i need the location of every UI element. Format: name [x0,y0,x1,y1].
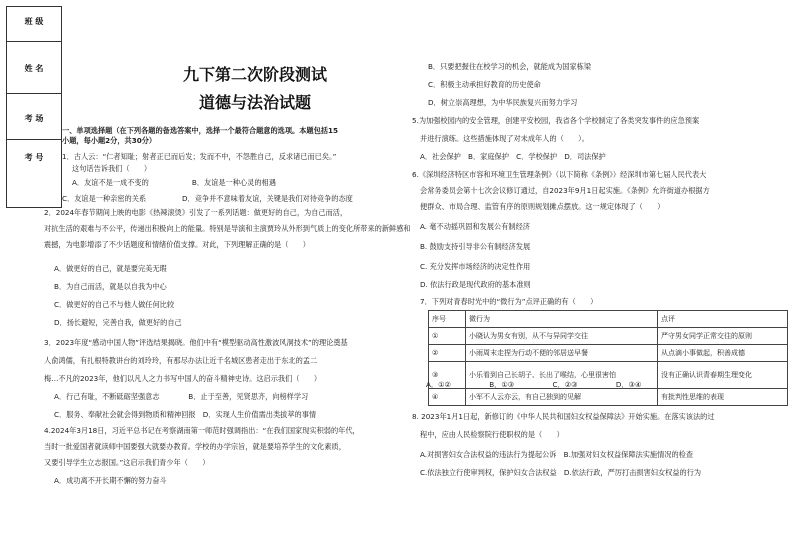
table-row [429,345,788,362]
left-text-line: C．服务、奉献社会就会得到物质和精神回报 D．实现人生价值需出类拔萃的事情 [54,410,317,419]
page-title: 九下第二次阶段测试 [182,65,327,84]
left-text-line: A．做更好的自己，就是要完美无瑕 [54,264,167,273]
right-text-line: 6.《深圳经济特区市容和环境卫生管理条例》（以下简称《条例》）经深圳市第七届人民代表大 [412,170,707,179]
left-text-line: B．为自己而活，就是以自我为中心 [54,282,167,291]
option-b: B．①③ [489,380,515,389]
table-cell: 小雨周末走捏为行动不便的邻居送早餐 [466,345,658,362]
left-text-line: 对抗生活的艰难与不公平，传递出积极向上的能量。特别是导演和主演贾玲从外形到气质上的变化所带来的新鲜感和 [44,224,411,233]
left-text-line: A．成功离不开长期不懈的努力奋斗 [54,476,167,485]
table-cell: ③ [429,362,466,389]
student-info-box [6,6,62,208]
left-text-line: 小题，每小题2分，共30分） [62,136,157,145]
right-text-line: 程中，应由人民检察院行使职权的是（ ） [420,430,564,439]
right-text-line: 5.为加强校园内的安全管理，创建平安校园，我省各个学校制定了各类突发事件的应急预案 [412,116,700,125]
class-label: 班 级 [24,17,44,26]
table-cell: 没有正确认识青春期生理变化 [658,362,788,389]
left-text-line: D．扬长避短，完善自我，做更好的自己 [54,318,182,327]
table-cell: 小晓认为男女有别，从不与异同学交往 [466,328,658,345]
q7-options [426,380,641,389]
table-cell: 从点滴小事做起，积善成德 [658,345,788,362]
info-divider [7,93,61,94]
left-text-line: A．友谊不是一成不变的 B．友谊是一种心灵的相遇 [72,178,276,187]
right-text-line: A. 毫不动摇巩固和发展公有制经济 [420,222,530,231]
left-text-line: 3．2023年度“感动中国人物”评选结果揭晓。他们中有“模型驱动高性激波风洞技术”的理论奠基 [44,338,348,347]
left-text-line: C．友谊是一种亲密的关系 D．竞争并不意味着友谊，关键是我们对待竞争的态度 [62,194,353,203]
room-label: 考 场 [24,114,44,123]
right-text-line: 便群众、市局合理、监管有序的原则规划摊点摆放。这一规定体现了（ ） [420,202,665,211]
right-text-line: B. 鼓励支持引导非公有制经济发展 [420,242,531,251]
right-text-line: D. 依法行政是现代政府的基本准则 [420,280,531,289]
right-text-line: A.对损害妇女合法权益的违法行为提起公诉 B.加强对妇女权益保障法实施情况的检查 [420,450,694,459]
table-header: 点评 [658,311,788,328]
table-cell: 小军不人云亦云，有自己独到的见解 [466,389,658,406]
left-text-line: 当时一批爱国者就读师中国要强大就要办教育。学校的办学宗旨，就是要培养学生的文化素质， [44,442,346,451]
table-header: 序号 [429,311,466,328]
left-text-line: 梅…不凡的2023年，他们以凡人之力书写中国人的奋斗精神史诗。这启示我们（ ） [44,374,322,383]
left-text-line: 1．古人云：“仁者知耻；射者正已而后发；发而不中，不怨胜自己，反求诸已而已矣。” [62,152,337,161]
name-label: 姓 名 [24,64,44,73]
left-text-line: 人俞鸿儒，有扎根特教讲台的刘玲玲，有那尽办法让近千名城区患者走出于东北的孟二 [44,356,318,365]
page-subtitle: 道德与法治试题 [198,93,311,112]
table-cell: 小乐看到自己长胡子、长出了喉结，心里很害怕 [466,362,658,389]
table-cell: ② [429,345,466,362]
table-row [429,389,788,406]
number-label: 考 号 [24,153,44,162]
question-7-table [428,310,788,406]
table-header: 微行为 [466,311,658,328]
left-text-line: 2．2024年春节期间上映的电影《热辣滚烫》引发了一系列话题：做更好的自己，为自己而活， [44,208,348,217]
right-text-line: C．积极主动承担好教育的历史使命 [428,80,541,89]
left-text-line: 一、单项选择题（在下列各题的备选答案中，选择一个最符合题意的选项。本题包括15 [62,126,338,135]
right-text-line: 并进行演练。这些措施体现了对未成年人的（ ）。 [420,134,589,143]
right-text-line: D．树立崇高理想，为中华民族复兴而努力学习 [428,98,578,107]
table-header-row [429,311,788,328]
left-text-line: 这句话告诉我们（ ） [72,164,152,173]
info-divider [7,139,61,140]
table-cell: 有批判性思维的表现 [658,389,788,406]
left-text-line: 4.2024年3月18日，习近平总书记在考察湖南第一师范时强调指出：“在我们国家现实积弱的年代， [44,426,360,435]
table-cell: ④ [429,389,466,406]
right-text-line: A．社会保护 B．家庭保护 C．学校保护 D．司法保护 [420,152,606,161]
table-cell: 严守男女同学正常交往的原则 [658,328,788,345]
left-text-line: A．行己有耻，不断砥砺坚强意志 B．止于至善，见贤思齐，向榜样学习 [54,392,309,401]
left-text-line: 震撼，为电影增添了不少话题度和情绪价值支撑。对此，下列理解正确的是（ ） [44,240,310,249]
right-text-line: C.依法独立行使审判权，保护妇女合法权益 D.依法行政，严厉打击损害妇女权益的行为 [420,468,702,477]
left-text-line: C．做更好的自己不与他人做任何比较 [54,300,175,309]
right-text-line: 7．下列对青春时光中的“微行为”点评正确的有（ ） [420,297,598,306]
option-a: A．①② [426,380,451,389]
option-d: D．③④ [615,380,642,389]
table-row [429,328,788,345]
right-text-line: B．只要把握住在校学习的机会，就能成为国家栋梁 [428,62,592,71]
option-c: C．②③ [552,380,578,389]
left-text-line: 又要引导学生立志报国。”这启示我们青少年（ ） [44,458,210,467]
right-text-line: 8. 2023年1月1日起，新修订的《中华人民共和国妇女权益保障法》开始实施。在落实该法的过 [412,412,715,421]
right-text-line: 会常务委员会第十七次会议修订通过，自2023年9月1日起实施。《条例》允许街道办根据方 [420,186,710,195]
right-text-line: C. 充分发挥市场经济的决定性作用 [420,262,531,271]
table-cell: ① [429,328,466,345]
info-divider [7,41,61,42]
